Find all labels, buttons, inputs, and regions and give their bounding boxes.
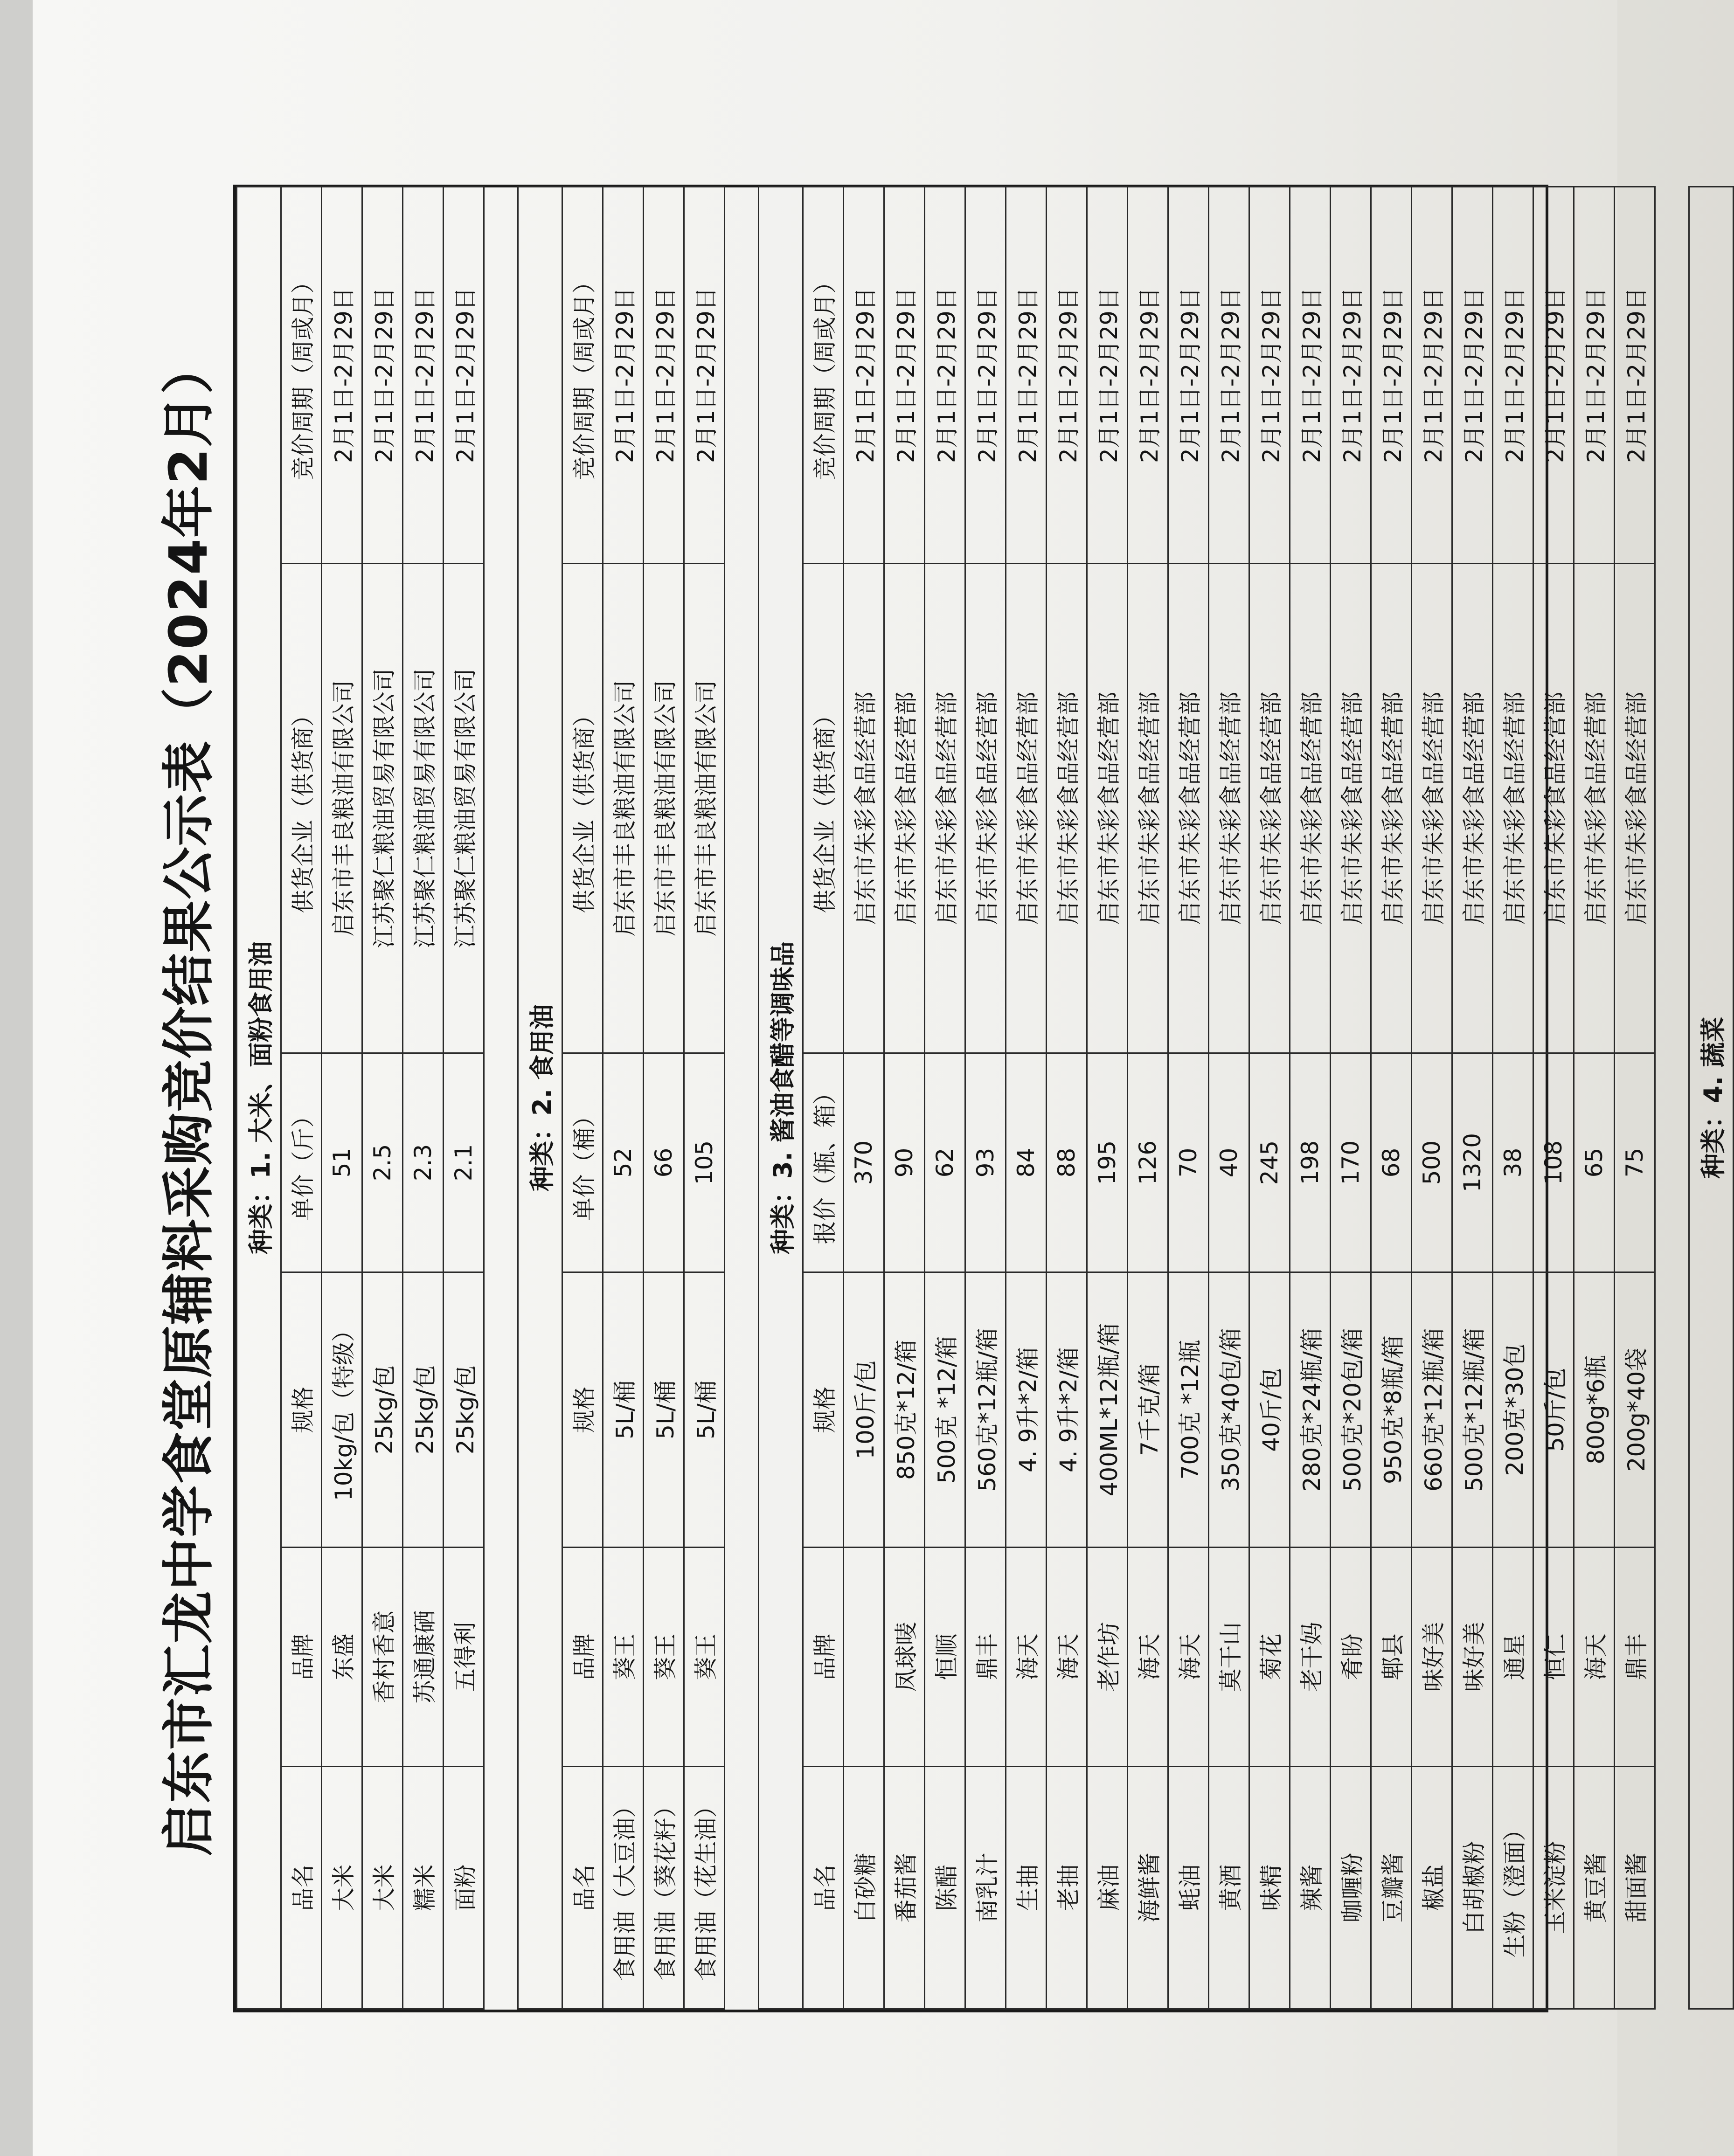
cell-product-name: 咖喱粉: [1331, 1767, 1371, 2009]
cell-product-name: 甜面酱: [1615, 1767, 1655, 2009]
table-row: [362, 187, 403, 2009]
cell-bid-period: 2月1日-2月29日: [1168, 187, 1209, 563]
cell-supplier: 启东市朱彩食品经营部: [1087, 564, 1128, 1053]
cell-supplier: 启东市朱彩食品经营部: [1574, 564, 1615, 1053]
cell-supplier: 启东市朱彩食品经营部: [884, 564, 925, 1053]
table-row: [1452, 187, 1493, 2009]
cell-price: 84: [1006, 1053, 1047, 1272]
cell-spec: 5L/桶: [684, 1272, 725, 1548]
cell-bid-period: 2月1日-2月29日: [644, 187, 684, 563]
category-heading: 种类：1. 大米、面粉食用油: [237, 187, 281, 2009]
cell-bid-period: 2月1日-2月29日: [1290, 187, 1331, 563]
cell-price: 105: [684, 1053, 725, 1272]
table-row: [1290, 187, 1331, 2009]
section-spacer: [484, 187, 518, 2009]
cell-price: 62: [925, 1053, 965, 1272]
category-row: [759, 187, 803, 2009]
table-row: [844, 187, 884, 2009]
cell-product-name: 玉米淀粉: [1533, 1767, 1574, 2009]
cell-product-name: 麻油: [1087, 1767, 1128, 2009]
cell-spec: 25kg/包: [444, 1272, 484, 1548]
cell-supplier: 启东市朱彩食品经营部: [925, 564, 965, 1053]
cell-supplier: 启东市朱彩食品经营部: [1168, 564, 1209, 1053]
cell-bid-period: 2月1日-2月29日: [1087, 187, 1128, 563]
column-header-brand: 品牌: [803, 1548, 844, 1767]
cell-bid-period: 2月1日-2月29日: [322, 187, 362, 563]
category-heading: 种类：3. 酱油食醋等调味品: [759, 187, 803, 2009]
cell-spec: 660克*12瓶/箱: [1412, 1272, 1452, 1548]
cell-spec: 4. 9升*2/箱: [1047, 1272, 1087, 1548]
cell-spec: 100斤/包: [844, 1272, 884, 1548]
cell-product-name: 黄酒: [1209, 1767, 1249, 2009]
cell-supplier: 江苏聚仁粮油贸易有限公司: [444, 564, 484, 1053]
cell-brand: 苏通康硒: [403, 1548, 444, 1767]
cell-spec: 350克*40包/箱: [1209, 1272, 1249, 1548]
cell-product-name: 老抽: [1047, 1767, 1087, 2009]
cell-brand: 郫县: [1371, 1548, 1412, 1767]
table-row: [403, 187, 444, 2009]
cell-brand: 鼎丰: [965, 1548, 1006, 1767]
cell-spec: 50斤/包: [1533, 1272, 1574, 1548]
cell-supplier: 启东市朱彩食品经营部: [1209, 564, 1249, 1053]
cell-brand: 凤球唛: [884, 1548, 925, 1767]
cell-price: 90: [884, 1053, 925, 1272]
desk-background: [0, 0, 33, 2156]
cell-price: 2.1: [444, 1053, 484, 1272]
cell-supplier: 启东市朱彩食品经营部: [844, 564, 884, 1053]
cell-supplier: 启东市丰良粮油有限公司: [644, 564, 684, 1053]
cell-spec: 500克*12瓶/箱: [1452, 1272, 1493, 1548]
table-row: [925, 187, 965, 2009]
cell-bid-period: 2月1日-2月29日: [1574, 187, 1615, 563]
table-row: [884, 187, 925, 2009]
cell-spec: 400ML*12瓶/箱: [1087, 1272, 1128, 1548]
table-row: [1331, 187, 1371, 2009]
cell-brand: [844, 1548, 884, 1767]
table-row: [644, 187, 684, 2009]
cell-bid-period: 2月1日-2月29日: [1371, 187, 1412, 563]
cell-supplier: 启东市朱彩食品经营部: [1128, 564, 1168, 1053]
table-row: [444, 187, 484, 2009]
table-row: [1087, 187, 1128, 2009]
cell-product-name: 食用油（大豆油）: [603, 1767, 644, 2009]
cell-supplier: 启东市朱彩食品经营部: [1249, 564, 1290, 1053]
cell-brand: 香村香意: [362, 1548, 403, 1767]
cell-spec: 40斤/包: [1249, 1272, 1290, 1548]
cell-product-name: 食用油（花生油）: [684, 1767, 725, 2009]
results-table: [236, 186, 1734, 2010]
cell-price: 93: [965, 1053, 1006, 1272]
cell-spec: 25kg/包: [403, 1272, 444, 1548]
cell-spec: 7千克/箱: [1128, 1272, 1168, 1548]
cell-brand: 葵王: [644, 1548, 684, 1767]
cell-spec: 500克*20包/箱: [1331, 1272, 1371, 1548]
cell-spec: 200克*30包: [1493, 1272, 1533, 1548]
column-header-supplier: 供货企业（供货商）: [281, 564, 322, 1053]
column-header-price: 单价（斤）: [281, 1053, 322, 1272]
cell-price: 500: [1412, 1053, 1452, 1272]
cell-brand: 肴盼: [1331, 1548, 1371, 1767]
cell-brand: 老干妈: [1290, 1548, 1331, 1767]
cell-bid-period: 2月1日-2月29日: [1412, 187, 1452, 563]
cell-bid-period: 2月1日-2月29日: [1128, 187, 1168, 563]
cell-supplier: 江苏聚仁粮油贸易有限公司: [362, 564, 403, 1053]
cell-brand: 海天: [1128, 1548, 1168, 1767]
cell-price: 38: [1493, 1053, 1533, 1272]
spacer-cell: [725, 187, 759, 2009]
category-heading: 种类：4. 蔬菜: [1689, 187, 1734, 2009]
cell-spec: 950克*8瓶/箱: [1371, 1272, 1412, 1548]
cell-brand: 通星: [1493, 1548, 1533, 1767]
cell-product-name: 生抽: [1006, 1767, 1047, 2009]
cell-bid-period: 2月1日-2月29日: [1493, 187, 1533, 563]
cell-brand: 味好美: [1412, 1548, 1452, 1767]
cell-product-name: 大米: [322, 1767, 362, 2009]
cell-product-name: 味精: [1249, 1767, 1290, 2009]
header-row: [562, 187, 603, 2009]
cell-bid-period: 2月1日-2月29日: [965, 187, 1006, 563]
table-row: [1574, 187, 1615, 2009]
cell-bid-period: 2月1日-2月29日: [1249, 187, 1290, 563]
table-row: [322, 187, 362, 2009]
cell-supplier: 启东市朱彩食品经营部: [1371, 564, 1412, 1053]
cell-bid-period: 2月1日-2月29日: [844, 187, 884, 563]
cell-brand: 葵王: [684, 1548, 725, 1767]
cell-bid-period: 2月1日-2月29日: [1452, 187, 1493, 563]
cell-supplier: 启东市丰良粮油有限公司: [322, 564, 362, 1053]
column-header-supplier: 供货企业（供货商）: [562, 564, 603, 1053]
column-header-product-name: 品名: [803, 1767, 844, 2009]
cell-product-name: 白胡椒粉: [1452, 1767, 1493, 2009]
cell-price: 65: [1574, 1053, 1615, 1272]
table-row: [1128, 187, 1168, 2009]
cell-supplier: 江苏聚仁粮油贸易有限公司: [403, 564, 444, 1053]
cell-product-name: 面粉: [444, 1767, 484, 2009]
cell-bid-period: 2月1日-2月29日: [1209, 187, 1249, 563]
table-row: [1006, 187, 1047, 2009]
cell-brand: 老作坊: [1087, 1548, 1128, 1767]
cell-price: 2.3: [403, 1053, 444, 1272]
cell-bid-period: 2月1日-2月29日: [1533, 187, 1574, 563]
cell-price: 245: [1249, 1053, 1290, 1272]
cell-bid-period: 2月1日-2月29日: [1615, 187, 1655, 563]
column-header-supplier: 供货企业（供货商）: [803, 564, 844, 1053]
cell-product-name: 白砂糖: [844, 1767, 884, 2009]
cell-bid-period: 2月1日-2月29日: [1047, 187, 1087, 563]
cell-bid-period: 2月1日-2月29日: [362, 187, 403, 563]
cell-product-name: 辣酱: [1290, 1767, 1331, 2009]
cell-price: 52: [603, 1053, 644, 1272]
cell-brand: 海天: [1168, 1548, 1209, 1767]
category-heading: 种类：2. 食用油: [518, 187, 562, 2009]
table-row: [603, 187, 644, 2009]
results-table-frame: [233, 185, 1728, 2012]
cell-bid-period: 2月1日-2月29日: [444, 187, 484, 563]
cell-brand: 海天: [1006, 1548, 1047, 1767]
column-header-spec: 规格: [562, 1272, 603, 1548]
cell-spec: 200g*40袋: [1615, 1272, 1655, 1548]
cell-supplier: 启东市丰良粮油有限公司: [603, 564, 644, 1053]
cell-supplier: 启东市朱彩食品经营部: [1006, 564, 1047, 1053]
cell-supplier: 启东市朱彩食品经营部: [1331, 564, 1371, 1053]
cell-supplier: 启东市丰良粮油有限公司: [684, 564, 725, 1053]
cell-brand: 东盛: [322, 1548, 362, 1767]
cell-bid-period: 2月1日-2月29日: [884, 187, 925, 563]
cell-price: 66: [644, 1053, 684, 1272]
cell-spec: 700克 *12瓶: [1168, 1272, 1209, 1548]
section-spacer: [725, 187, 759, 2009]
table-row: [1412, 187, 1452, 2009]
table-row: [1371, 187, 1412, 2009]
category-row: [1689, 187, 1734, 2009]
cell-supplier: 启东市朱彩食品经营部: [1493, 564, 1533, 1053]
cell-supplier: 启东市朱彩食品经营部: [1412, 564, 1452, 1053]
cell-spec: 25kg/包: [362, 1272, 403, 1548]
cell-spec: 5L/桶: [603, 1272, 644, 1548]
cell-price: 370: [844, 1053, 884, 1272]
table-row: [1249, 187, 1290, 2009]
cell-supplier: 启东市朱彩食品经营部: [1533, 564, 1574, 1053]
table-row: [1209, 187, 1249, 2009]
results-table-body: [237, 187, 1734, 2009]
cell-product-name: 食用油（葵花籽）: [644, 1767, 684, 2009]
cell-brand: 海天: [1047, 1548, 1087, 1767]
cell-bid-period: 2月1日-2月29日: [925, 187, 965, 563]
column-header-product-name: 品名: [281, 1767, 322, 2009]
cell-product-name: 椒盐: [1412, 1767, 1452, 2009]
cell-supplier: 启东市朱彩食品经营部: [965, 564, 1006, 1053]
cell-brand: 葵王: [603, 1548, 644, 1767]
cell-product-name: 豆瓣酱: [1371, 1767, 1412, 2009]
cell-price: 40: [1209, 1053, 1249, 1272]
cell-brand: 五得利: [444, 1548, 484, 1767]
rotated-document: [154, 185, 1728, 2012]
cell-bid-period: 2月1日-2月29日: [1006, 187, 1047, 563]
spacer-cell: [1655, 187, 1689, 2009]
cell-supplier: 启东市朱彩食品经营部: [1452, 564, 1493, 1053]
column-header-price: 报价（瓶、箱）: [803, 1053, 844, 1272]
cell-bid-period: 2月1日-2月29日: [603, 187, 644, 563]
table-row: [1533, 187, 1574, 2009]
cell-product-name: 南乳汁: [965, 1767, 1006, 2009]
cell-product-name: 糯米: [403, 1767, 444, 2009]
header-row: [803, 187, 844, 2009]
section-spacer: [1655, 187, 1689, 2009]
cell-price: 198: [1290, 1053, 1331, 1272]
cell-brand: 菊花: [1249, 1548, 1290, 1767]
cell-price: 88: [1047, 1053, 1087, 1272]
spacer-cell: [484, 187, 518, 2009]
column-header-bid-period: 竞价周期（周或月）: [281, 187, 322, 563]
cell-price: 1320: [1452, 1053, 1493, 1272]
page-title: 启东市汇龙中学食堂原辅料采购竞价结果公示表（2024年2月）: [159, 341, 219, 1856]
cell-spec: 280克*24瓶/箱: [1290, 1272, 1331, 1548]
cell-product-name: 陈醋: [925, 1767, 965, 2009]
cell-product-name: 海鲜酱: [1128, 1767, 1168, 2009]
cell-price: 75: [1615, 1053, 1655, 1272]
cell-brand: 海天: [1574, 1548, 1615, 1767]
cell-spec: 10kg/包（特级）: [322, 1272, 362, 1548]
column-header-product-name: 品名: [562, 1767, 603, 2009]
cell-price: 126: [1128, 1053, 1168, 1272]
cell-product-name: 黄豆酱: [1574, 1767, 1615, 2009]
cell-product-name: 生粉（澄面）: [1493, 1767, 1533, 2009]
table-row: [965, 187, 1006, 2009]
cell-product-name: 蚝油: [1168, 1767, 1209, 2009]
cell-product-name: 番茄酱: [884, 1767, 925, 2009]
column-header-bid-period: 竞价周期（周或月）: [803, 187, 844, 563]
cell-brand: 鼎丰: [1615, 1548, 1655, 1767]
cell-supplier: 启东市朱彩食品经营部: [1290, 564, 1331, 1053]
cell-product-name: 大米: [362, 1767, 403, 2009]
cell-brand: 味好美: [1452, 1548, 1493, 1767]
header-row: [281, 187, 322, 2009]
column-header-price: 单价（桶）: [562, 1053, 603, 1272]
cell-supplier: 启东市朱彩食品经营部: [1047, 564, 1087, 1053]
cell-supplier: 启东市朱彩食品经营部: [1615, 564, 1655, 1053]
table-row: [1493, 187, 1533, 2009]
column-header-brand: 品牌: [562, 1548, 603, 1767]
cell-price: 51: [322, 1053, 362, 1272]
cell-brand: 恒仁: [1533, 1548, 1574, 1767]
column-header-bid-period: 竞价周期（周或月）: [562, 187, 603, 563]
cell-price: 195: [1087, 1053, 1128, 1272]
cell-bid-period: 2月1日-2月29日: [1331, 187, 1371, 563]
cell-spec: 4. 9升*2/箱: [1006, 1272, 1047, 1548]
cell-price: 2.5: [362, 1053, 403, 1272]
cell-price: 170: [1331, 1053, 1371, 1272]
table-row: [1168, 187, 1209, 2009]
column-header-brand: 品牌: [281, 1548, 322, 1767]
cell-bid-period: 2月1日-2月29日: [684, 187, 725, 563]
paper-sheet: [33, 0, 1728, 2156]
table-row: [684, 187, 725, 2009]
category-row: [237, 187, 281, 2009]
cell-spec: 800g*6瓶: [1574, 1272, 1615, 1548]
column-header-spec: 规格: [803, 1272, 844, 1548]
column-header-spec: 规格: [281, 1272, 322, 1548]
cell-bid-period: 2月1日-2月29日: [403, 187, 444, 563]
table-row: [1615, 187, 1655, 2009]
cell-brand: 恒顺: [925, 1548, 965, 1767]
cell-brand: 莫干山: [1209, 1548, 1249, 1767]
cell-price: 70: [1168, 1053, 1209, 1272]
table-row: [1047, 187, 1087, 2009]
cell-spec: 500克 *12/箱: [925, 1272, 965, 1548]
cell-spec: 5L/桶: [644, 1272, 684, 1548]
category-row: [518, 187, 562, 2009]
cell-spec: 560克*12瓶/箱: [965, 1272, 1006, 1548]
cell-price: 68: [1371, 1053, 1412, 1272]
cell-spec: 850克*12/箱: [884, 1272, 925, 1548]
cell-price: 108: [1533, 1053, 1574, 1272]
